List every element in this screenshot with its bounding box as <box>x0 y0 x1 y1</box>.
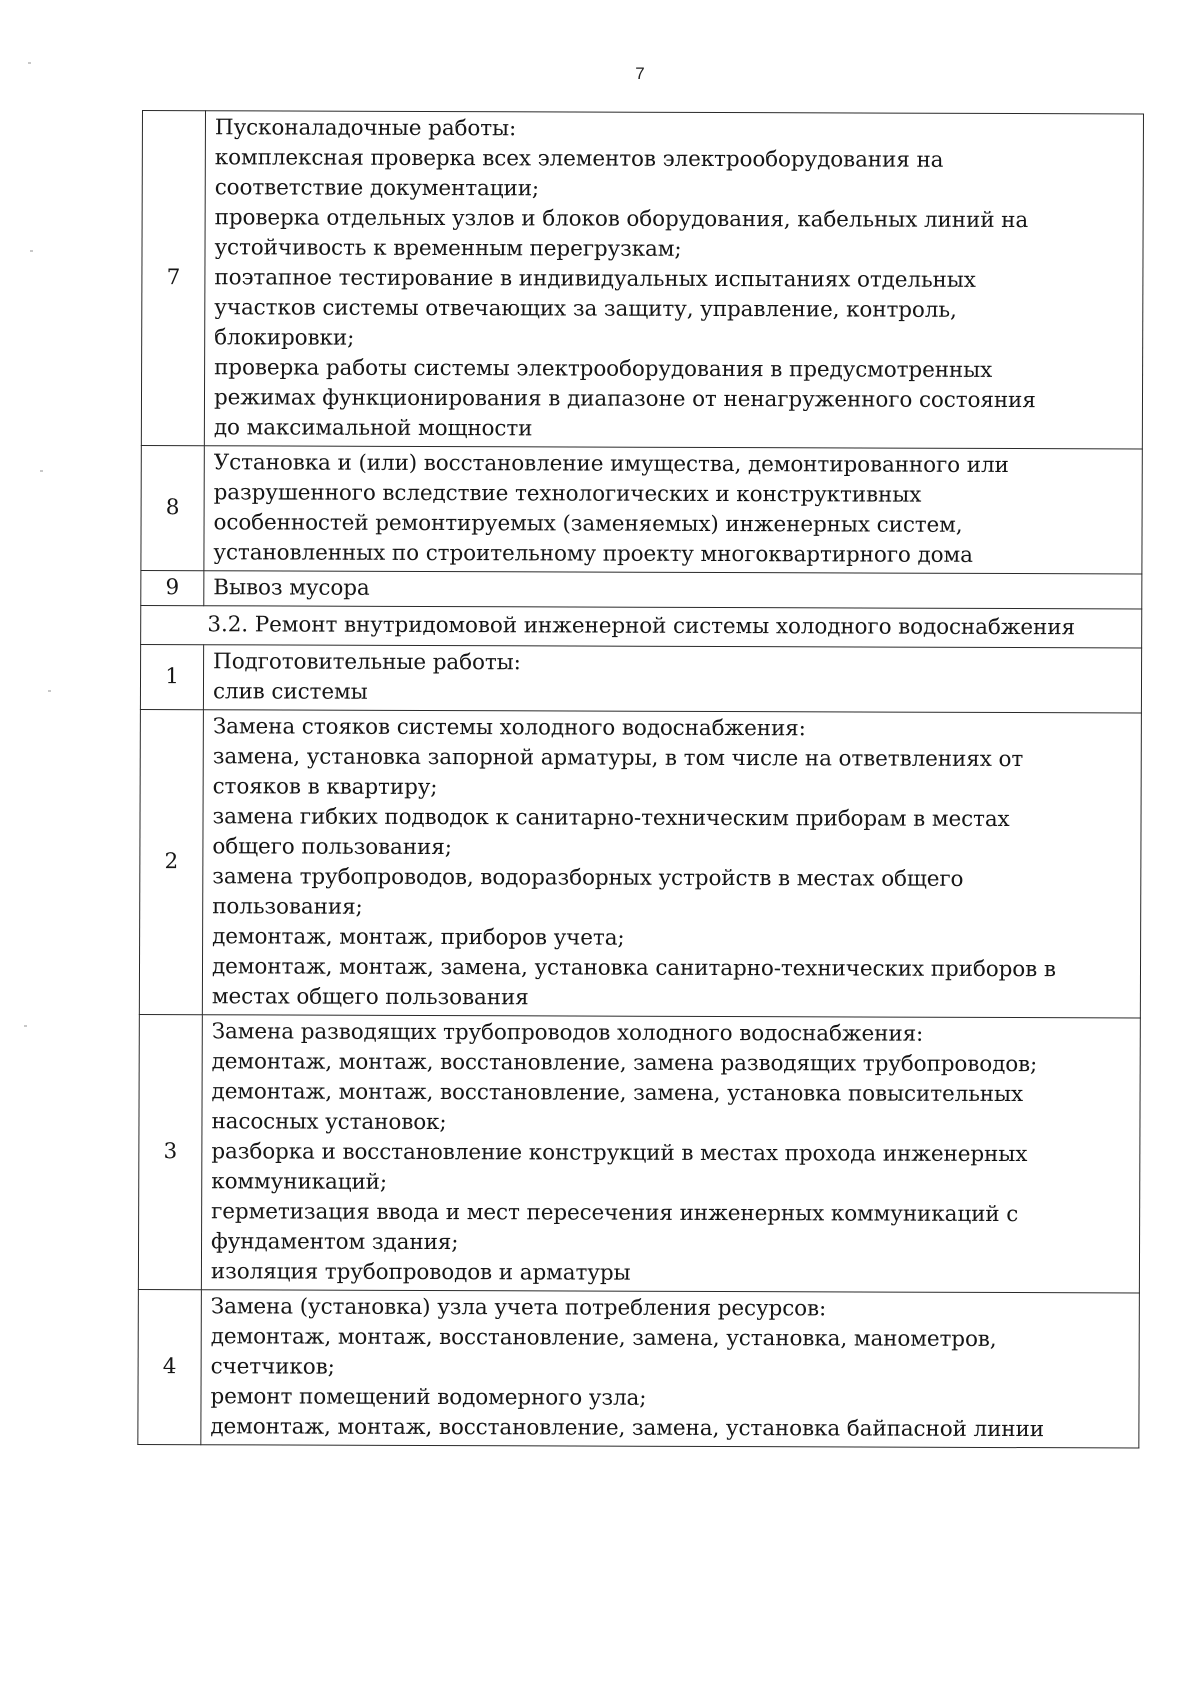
description-line: проверка работы системы электрооборудования в предусмотренных <box>214 355 993 383</box>
description-line: проверка отдельных узлов и блоков оборудования, кабельных линий на <box>214 205 1029 234</box>
description-line: демонтаж, монтаж, восстановление, замена разводящих трубопроводов; <box>211 1049 1038 1078</box>
row-description <box>204 446 1142 574</box>
scan-speck <box>30 250 33 252</box>
row-description <box>202 710 1141 1018</box>
description-line: насосных установок; <box>211 1109 447 1136</box>
description-line: стояков в квартиру; <box>212 774 438 801</box>
section-heading-row <box>141 605 1142 647</box>
table-row <box>141 111 1143 449</box>
description-line: демонтаж, монтаж, восстановление, замена, установка байпасной линии <box>210 1414 1045 1443</box>
description-line: демонтаж, монтаж, приборов учета; <box>212 924 625 951</box>
description-line: устойчивость к временным перегрузкам; <box>214 235 682 262</box>
table-row <box>141 570 1142 608</box>
description-line: демонтаж, монтаж, восстановление, замена, установка повысительных <box>211 1079 1024 1108</box>
table-row <box>139 709 1141 1017</box>
description-line: замена, установка запорной арматуры, в том числе на ответвлениях от <box>212 744 1024 773</box>
row-number: 4 <box>138 1289 202 1444</box>
description-line: до максимальной мощности <box>213 415 533 442</box>
description-line: установленных по строительному проекту многоквартирного дома <box>213 540 973 568</box>
section-heading: 3.2. Ремонт внутридомовой инженерной системы холодного водоснабжения <box>141 605 1142 647</box>
row-number: 7 <box>141 111 205 446</box>
works-table <box>137 110 1144 1448</box>
row-description <box>204 111 1143 449</box>
description-line: счетчиков; <box>210 1354 335 1380</box>
page-number: 7 <box>635 64 645 83</box>
description-line: разрушенного вследствие технологических и конструктивных <box>213 480 922 508</box>
description-line: Пусконаладочные работы: <box>214 115 517 142</box>
scan-speck <box>48 690 51 692</box>
description-line: коммуникаций; <box>211 1169 388 1195</box>
description-line: соответствие документации; <box>214 175 540 202</box>
description-line: ремонт помещений водомерного узла; <box>210 1384 647 1411</box>
table-row <box>141 445 1142 573</box>
description-line: замена гибких подводок к санитарно-техническим приборам в местах <box>212 804 1010 833</box>
description-line: демонтаж, монтаж, замена, установка санитарно-технических приборов в <box>211 954 1056 983</box>
description-line: поэтапное тестирование в индивидуальных испытаниях отдельных <box>214 265 976 293</box>
description-line: изоляция трубопроводов и арматуры <box>210 1259 631 1286</box>
description-line: Установка и (или) восстановление имущества, демонтированного или <box>213 450 1009 479</box>
row-description <box>201 1015 1140 1293</box>
table-row <box>138 1014 1140 1292</box>
description-line: режимах функционирования в диапазоне от ненагруженного состояния <box>213 385 1036 414</box>
rows-bottom <box>138 644 1142 1447</box>
row-number: 3 <box>138 1014 202 1289</box>
description-line: Замена стояков системы холодного водоснабжения: <box>212 714 806 742</box>
scan-speck <box>24 1025 27 1027</box>
description-line: местах общего пользования <box>211 984 529 1011</box>
description-line: блокировки; <box>214 325 355 351</box>
table-row <box>140 644 1141 712</box>
scan-speck <box>28 62 31 64</box>
description-line: Замена разводящих трубопроводов холодного водоснабжения: <box>211 1019 924 1047</box>
row-description <box>204 571 1142 609</box>
description-line: разборка и восстановление конструкций в местах прохода инженерных <box>211 1139 1028 1168</box>
description-line: слив системы <box>212 679 368 705</box>
description-line: Вывоз мусора <box>213 575 370 601</box>
row-description <box>201 1290 1140 1448</box>
description-line: герметизация ввода и мест пересечения инженерных коммуникаций с <box>211 1199 1019 1228</box>
rows-top <box>141 111 1144 609</box>
row-description <box>203 645 1141 713</box>
description-line: Подготовительные работы: <box>213 649 521 676</box>
description-line: пользования; <box>212 894 363 920</box>
row-number: 8 <box>141 445 204 570</box>
description-line: замена трубопроводов, водоразборных устройств в местах общего <box>212 864 964 892</box>
description-line: фундаментом здания; <box>211 1229 459 1256</box>
row-number: 9 <box>141 570 204 605</box>
description-line: участков системы отвечающих за защиту, управление, контроль, <box>214 295 957 323</box>
row-number: 2 <box>139 709 203 1014</box>
description-line: общего пользования; <box>212 834 452 861</box>
description-line: Замена (установка) узла учета потребления ресурсов: <box>210 1294 827 1322</box>
row-number: 1 <box>140 644 203 709</box>
section-heading-group <box>141 605 1142 647</box>
table-row <box>138 1289 1140 1447</box>
scan-speck <box>40 470 43 472</box>
description-line: комплексная проверка всех элементов электрооборудования на <box>214 145 944 173</box>
description-line: демонтаж, монтаж, восстановление, замена, установка, манометров, <box>210 1324 997 1352</box>
description-line: особенностей ремонтируемых (заменяемых) инженерных систем, <box>213 510 963 538</box>
